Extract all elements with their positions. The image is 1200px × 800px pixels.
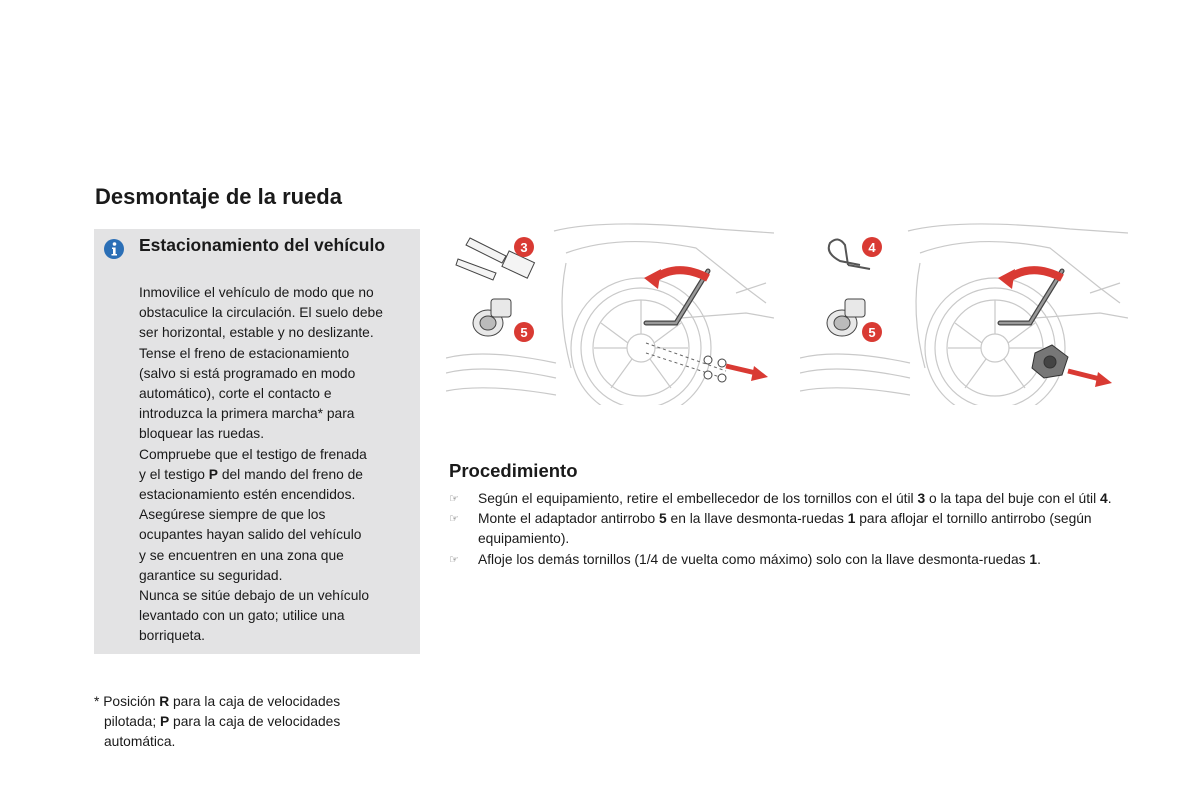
text-run: o la tapa del buje con el útil (925, 491, 1101, 506)
text-run: automático), corte el contacto e (139, 386, 332, 402)
text-run: Tense el freno de estacionamiento (139, 345, 350, 361)
procedure-step (449, 550, 1139, 570)
text-run: bloquear las ruedas. (139, 426, 265, 442)
text-run: ser horizontal, estable y no deslizante. (139, 325, 374, 341)
bold-text: P (208, 466, 218, 482)
footnote-line (94, 692, 394, 712)
text-run: Monte el adaptador antirrobo (478, 511, 660, 527)
text-run: obstaculice la circulación. El suelo debe (139, 305, 383, 321)
text-run: * Posición (94, 694, 160, 709)
wheel-removal-illustration-1 (446, 223, 774, 405)
procedure-title: Procedimiento (449, 460, 578, 481)
footnote (94, 692, 394, 753)
info-box-line (139, 626, 419, 646)
text-run: automática. (104, 734, 176, 750)
callout-3-label: 3 (520, 240, 528, 255)
text-run: . (1037, 551, 1041, 567)
text-run: borriqueta. (139, 628, 205, 644)
info-box-line (139, 344, 419, 364)
info-box-line (139, 303, 419, 323)
text-run: (salvo si está programado en modo (139, 365, 356, 381)
text-run: ocupantes hayan salido del vehículo (139, 527, 362, 543)
text-run: Compruebe que el testigo de frenada (139, 446, 367, 462)
text-run: estacionamiento estén encendidos. (139, 487, 356, 503)
text-run: y el testigo (139, 466, 209, 482)
text-run: en la llave desmonta-ruedas (666, 511, 848, 527)
text-run: para la caja de velocidades (169, 694, 341, 709)
info-box-line (139, 566, 419, 586)
text-run: para aflojar el tornillo antirrobo (según equipamiento). (478, 511, 1092, 547)
info-box-line (139, 283, 419, 303)
procedure-step (449, 489, 1139, 509)
bold-text: 1 (847, 511, 856, 527)
text-run: garantice su seguridad. (139, 567, 283, 583)
callout-4-label: 4 (868, 240, 876, 255)
info-box-line (139, 384, 419, 404)
bold-text: 3 (917, 491, 926, 506)
procedure-list (449, 489, 1139, 570)
pointing-hand-icon: ☞ (449, 553, 459, 566)
bold-text: 1 (1029, 551, 1038, 567)
info-box-line (139, 586, 419, 606)
info-box-line (139, 485, 419, 505)
bold-text: P (160, 714, 170, 730)
info-box (94, 229, 420, 654)
info-box-line (139, 364, 419, 384)
page-title: Desmontaje de la rueda (95, 184, 342, 209)
callout-5-label: 5 (868, 325, 876, 340)
callout-5-label: 5 (520, 325, 528, 340)
text-run: Afloje los demás tornillos (1/4 de vuelta como máximo) solo con la llave desmonta-ruedas (478, 551, 1030, 567)
info-icon (104, 239, 124, 259)
info-box-line (139, 606, 419, 626)
info-box-line (139, 323, 419, 343)
info-box-line (139, 525, 419, 545)
bold-text: 5 (659, 511, 667, 527)
info-box-line (139, 404, 419, 424)
info-box-line (139, 445, 419, 465)
text-run: levantado con un gato; utilice una (139, 608, 345, 624)
info-box-line (139, 505, 419, 525)
pointing-hand-icon: ☞ (449, 513, 459, 526)
footnote-line (94, 732, 394, 752)
bold-text: 4 (1100, 491, 1108, 506)
text-run: Inmovilice el vehículo de modo que no (139, 285, 374, 300)
text-run: introduzca la primera marcha* para (139, 406, 355, 422)
info-box-body (139, 283, 419, 647)
text-run: Nunca se sitúe debajo de un vehículo (139, 588, 370, 604)
info-box-line (139, 546, 419, 566)
text-run: . (1107, 491, 1112, 506)
wheel-removal-illustration-2 (800, 223, 1128, 405)
bold-text: R (159, 694, 170, 709)
text-run: Según el equipamiento, retire el embellecedor de los tornillos con el útil (478, 491, 918, 506)
text-run: del mando del freno de (218, 466, 363, 482)
info-box-line (139, 465, 419, 485)
footnote-line (94, 712, 394, 732)
text-run: Asegúrese siempre de que los (139, 507, 326, 523)
pointing-hand-icon: ☞ (449, 493, 459, 505)
text-run: y se encuentren en una zona que (139, 547, 344, 563)
text-run: para la caja de velocidades (169, 714, 341, 730)
procedure-step (449, 509, 1139, 549)
text-run: pilotada; (104, 714, 160, 730)
info-box-line (139, 424, 419, 444)
info-box-title: Estacionamiento del vehículo (139, 235, 386, 255)
